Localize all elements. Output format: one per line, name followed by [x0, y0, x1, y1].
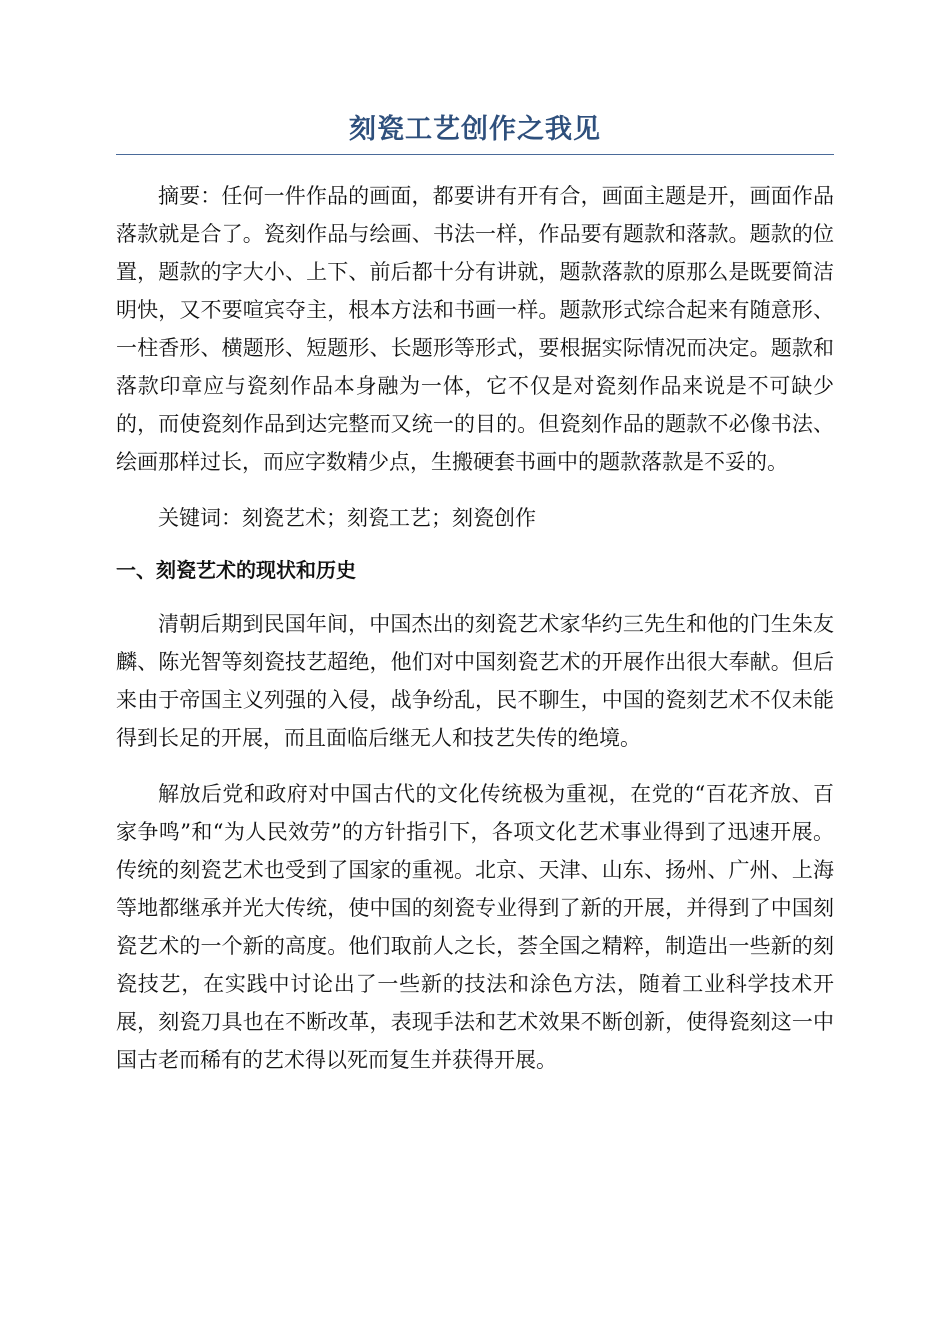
document-page: [116, 110, 834, 1097]
keywords-line: 关键词：刻瓷艺术；刻瓷工艺；刻瓷创作: [158, 506, 536, 530]
body-paragraph-2: 解放后党和政府对中国古代的文化传统极为重视，在党的“百花齐放、百家争鸣”和“为人民效劳”的方针指引下，各项文化艺术事业得到了迅速开展。传统的刻瓷艺术也受到了国家的重视。北京、天津、山东、扬州、广州、上海等地都继承并光大传统，使中国的刻瓷专业得到了新的开展，并得到了中国刻瓷艺术的一个新的高度。他们取前人之长，荟全国之精粹，制造出一些新的刻瓷技艺，在实践中讨论出了一些新的技法和涂色方法，随着工业科学技术开展，刻瓷刀具也在不断改革，表现手法和艺术效果不断创新，使得瓷刻这一中国古老而稀有的艺术得以死而复生并获得开展。: [116, 782, 834, 1072]
section-heading: 一、刻瓷艺术的现状和历史: [116, 558, 356, 582]
body-paragraph-1: 清朝后期到民国年间，中国杰出的刻瓷艺术家华约三先生和他的门生朱友麟、陈光智等刻瓷技艺超绝，他们对中国刻瓷艺术的开展作出很大奉献。但后来由于帝国主义列强的入侵，战争纷乱，民不聊生，中国的瓷刻艺术不仅未能得到长足的开展，而且面临后继无人和技艺失传的绝境。: [116, 612, 834, 750]
title-underline: [116, 154, 834, 155]
abstract-paragraph: 摘要：任何一件作品的画面，都要讲有开有合，画面主题是开，画面作品落款就是合了。瓷刻作品与绘画、书法一样，作品要有题款和落款。题款的位置，题款的字大小、上下、前后都十分有讲就，题款落款的原那么是既要简洁明快，又不要喧宾夺主，根本方法和书画一样。题款形式综合起来有随意形、一柱香形、横题形、短题形、长题形等形式，要根据实际情况而决定。题款和落款印章应与瓷刻作品本身融为一体，它不仅是对瓷刻作品来说是不可缺少的，而使瓷刻作品到达完整而又统一的目的。但瓷刻作品的题款不必像书法、绘画那样过长，而应字数精少点，生搬硬套书画中的题款落款是不妥的。: [116, 184, 834, 474]
document-title: 刻瓷工艺创作之我见: [349, 114, 601, 145]
